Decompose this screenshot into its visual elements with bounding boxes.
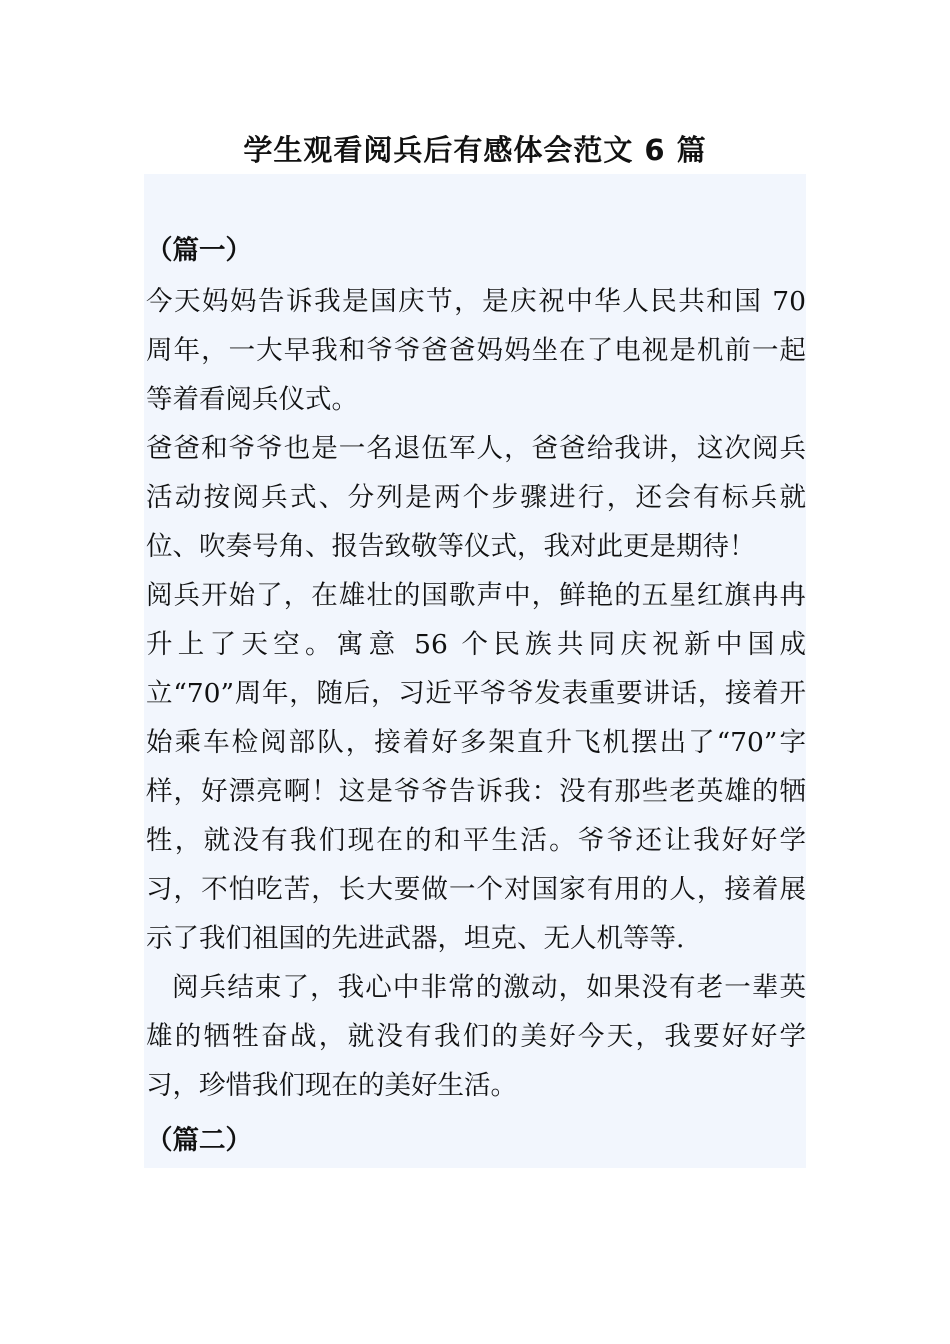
section-heading-1: （篇一） — [146, 235, 252, 266]
paragraph-1: 今天妈妈告诉我是国庆节，是庆祝中华人民共和国 70 周年，一大早我和爷爷爸爸妈妈坐在了电视是机前一起等着看阅兵仪式。 — [146, 286, 806, 415]
paragraph-4: 阅兵结束了，我心中非常的激动，如果没有老一辈英雄的牺牲奋战，就没有我们的美好今天，我要好好学习，珍惜我们现在的美好生活。 — [146, 972, 806, 1101]
paragraph-2: 爸爸和爷爷也是一名退伍军人，爸爸给我讲，这次阅兵活动按阅兵式、分列是两个步骤进行，还会有标兵就位、吹奏号角、报告致敬等仪式，我对此更是期待！ — [146, 433, 806, 562]
paragraph-3: 阅兵开始了，在雄壮的国歌声中，鲜艳的五星红旗冉冉升上了天空。寓意 56 个民族共同庆祝新中国成立“70”周年，随后，习近平爷爷发表重要讲话，接着开始乘车检阅部队，接着好多架直升飞机摆出了“70”字样，好漂亮啊！这是爷爷告诉我：没有那些老英雄的牺牲，就没有我们现在的和平生活。爷爷还让我好好学习，不怕吃苦，长大要做一个对国家有用的人，接着展示了我们祖国的先进武器，坦克、无人机等等. — [146, 580, 806, 954]
section-heading-2: （篇二） — [146, 1125, 252, 1156]
document-title: 学生观看阅兵后有感体会范文 6 篇 — [243, 133, 707, 167]
